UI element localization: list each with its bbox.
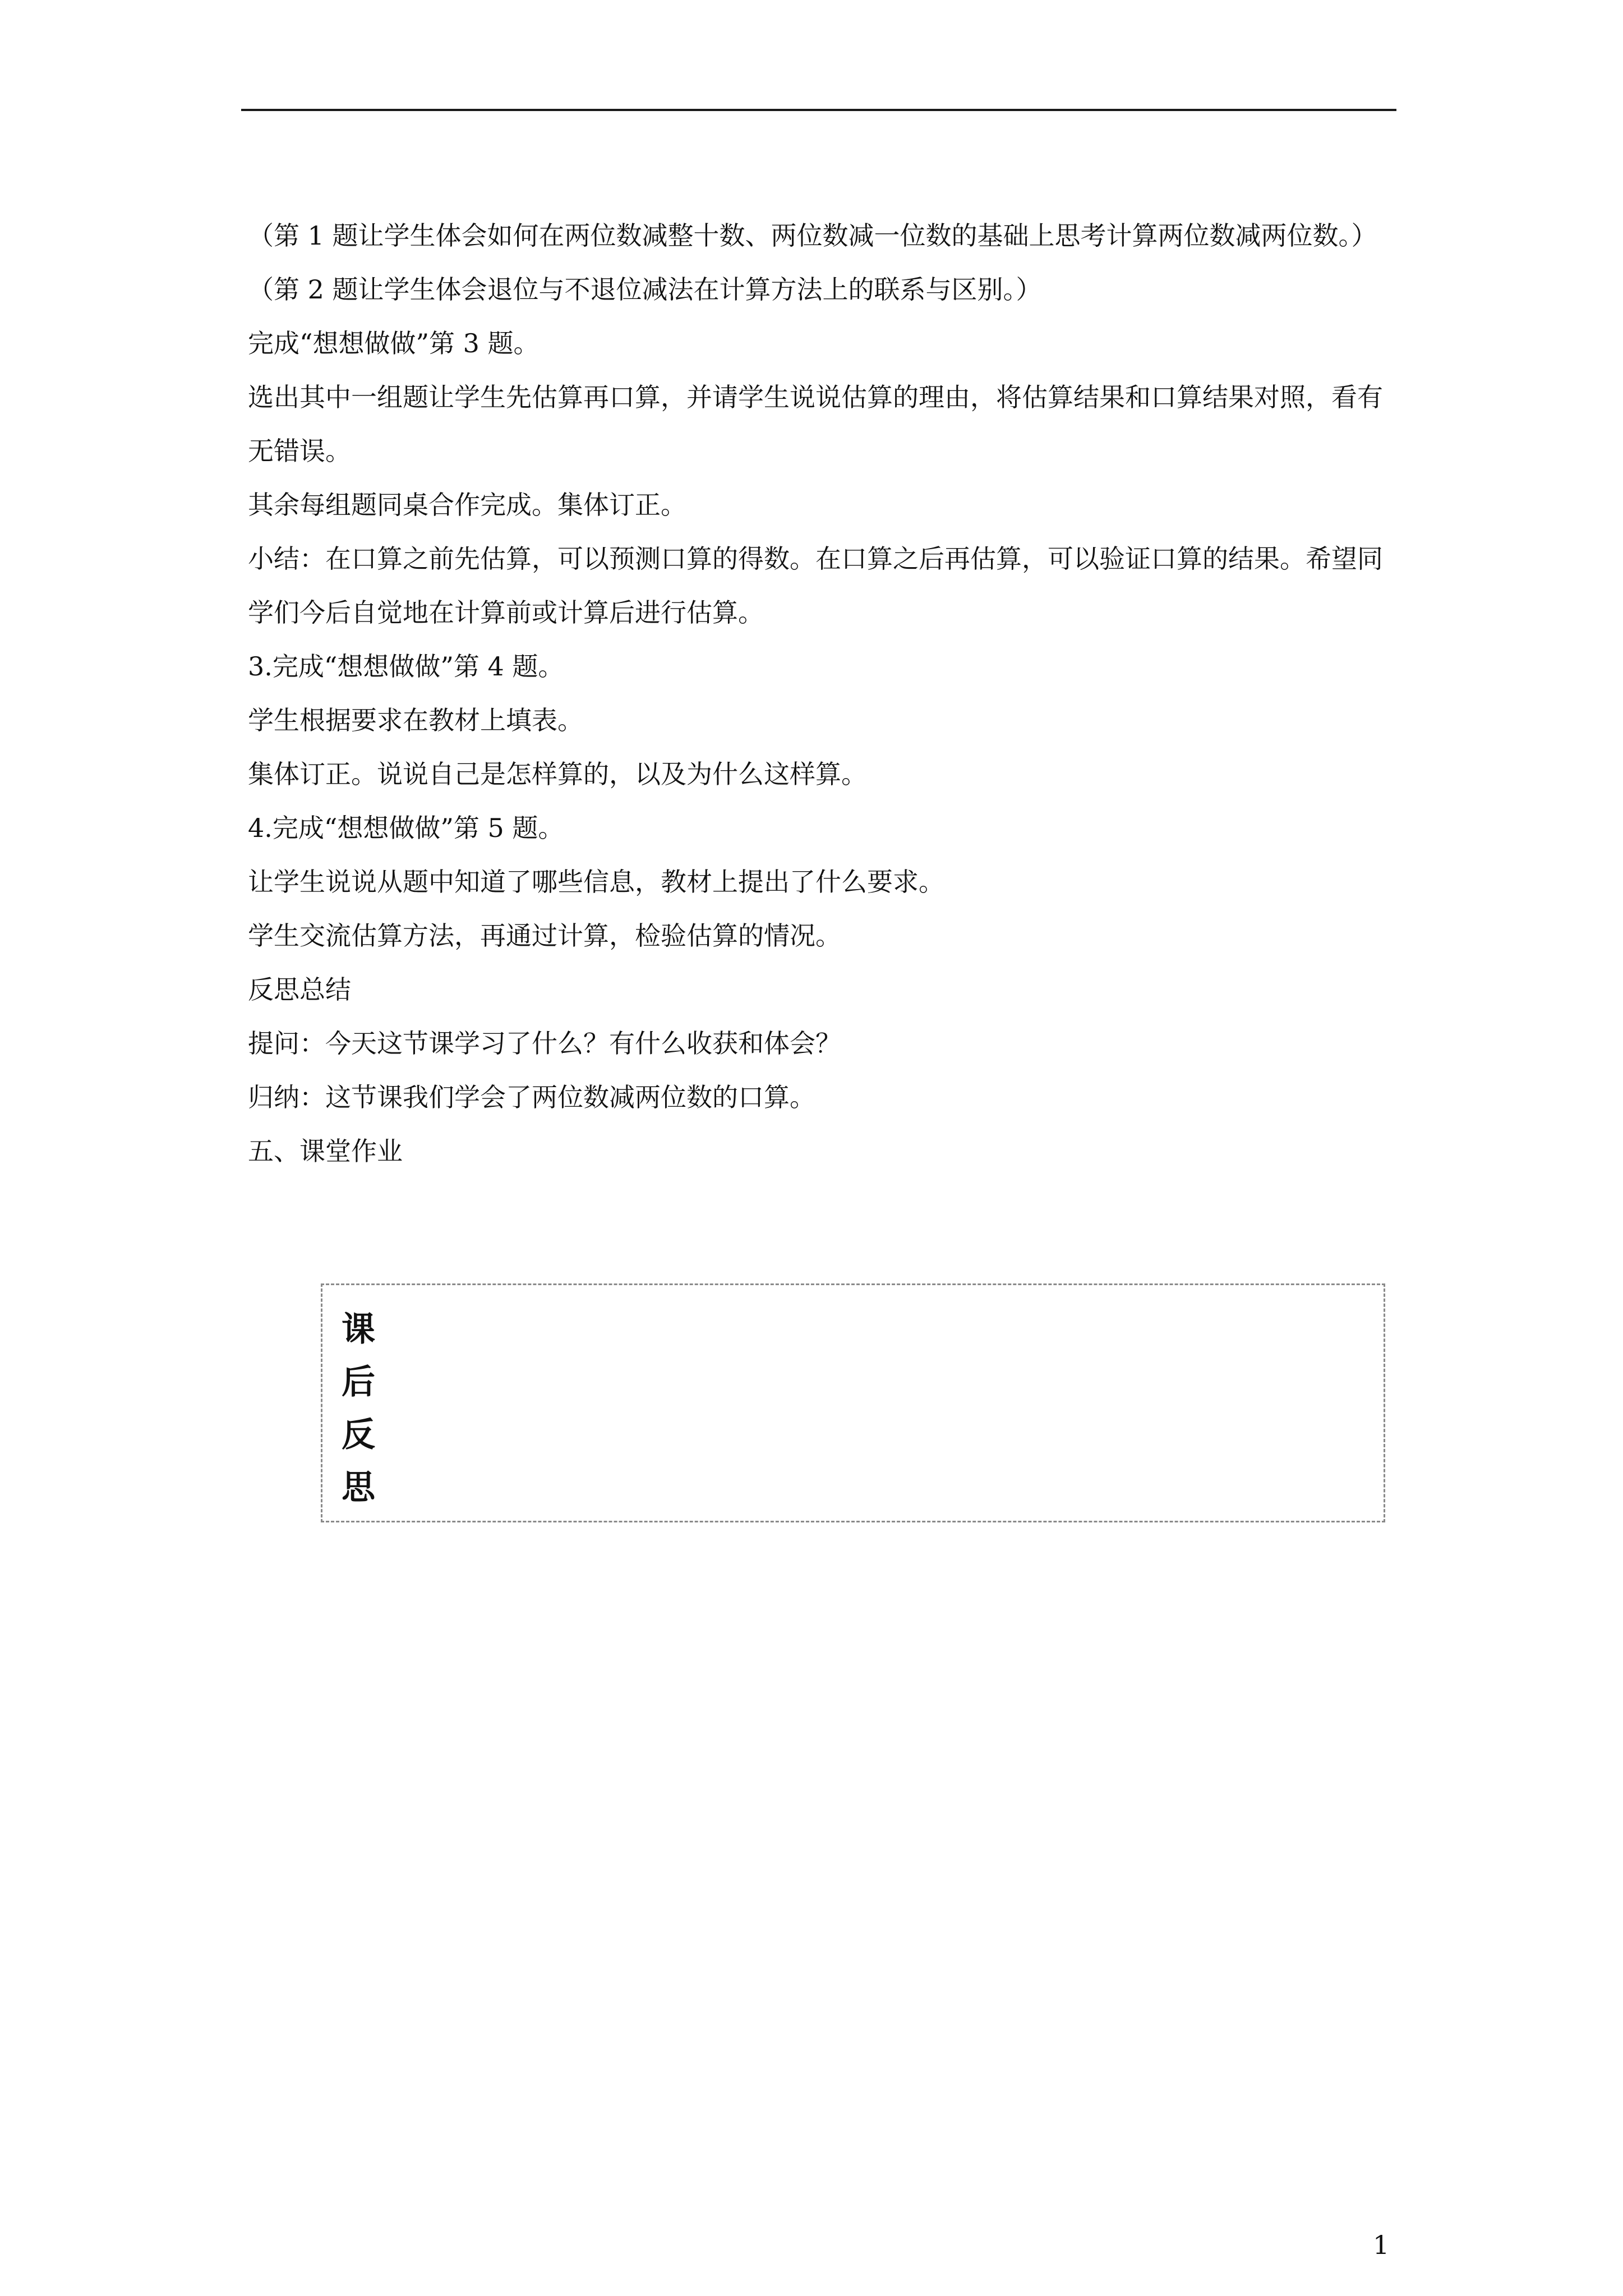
paragraph: 提问：今天这节课学习了什么？有什么收获和体会？ [248, 1028, 841, 1059]
paragraph: 其余每组题同桌合作完成。集体订正。 [248, 490, 686, 520]
reflection-title-char: 后 [342, 1363, 375, 1402]
reflection-title-char: 反 [342, 1415, 375, 1455]
reflection-box [321, 1283, 1385, 1522]
paragraph: 归纳：这节课我们学会了两位数减两位数的口算。 [248, 1082, 815, 1112]
paragraph: 4.完成“想想做做”第 5 题。 [248, 813, 564, 843]
paragraph: （第 2 题让学生体会退位与不退位减法在计算方法上的联系与区别。） [248, 274, 1042, 305]
paragraph: 让学生说说从题中知道了哪些信息，教材上提出了什么要求。 [248, 867, 944, 897]
header-rule [241, 109, 1396, 111]
page-number: 1 [1373, 2230, 1390, 2260]
reflection-title-char: 课 [342, 1310, 375, 1349]
paragraph: 小结：在口算之前先估算，可以预测口算的得数。在口算之后再估算，可以验证口算的结果。希望同学们今后自觉地在计算前或计算后进行估算。 [248, 544, 1383, 628]
reflection-title-char: 思 [342, 1468, 375, 1507]
paragraph: （第 1 题让学生体会如何在两位数减整十数、两位数减一位数的基础上思考计算两位数减两位数。） [248, 220, 1377, 251]
paragraph: 学生根据要求在教材上填表。 [248, 705, 583, 735]
paragraph: 集体订正。说说自己是怎样算的，以及为什么这样算。 [248, 759, 867, 789]
section-heading: 反思总结 [248, 974, 351, 1005]
paragraph: 3.完成“想想做做”第 4 题。 [248, 651, 564, 682]
paragraph: 选出其中一组题让学生先估算再口算，并请学生说说估算的理由，将估算结果和口算结果对照，看有无错误。 [248, 382, 1383, 466]
paragraph: 完成“想想做做”第 3 题。 [248, 328, 540, 358]
reflection-box-title [342, 1303, 386, 1514]
paragraph: 学生交流估算方法，再通过计算，检验估算的情况。 [248, 921, 841, 951]
section-heading: 五、课堂作业 [248, 1136, 403, 1166]
document-body [248, 209, 1398, 1178]
